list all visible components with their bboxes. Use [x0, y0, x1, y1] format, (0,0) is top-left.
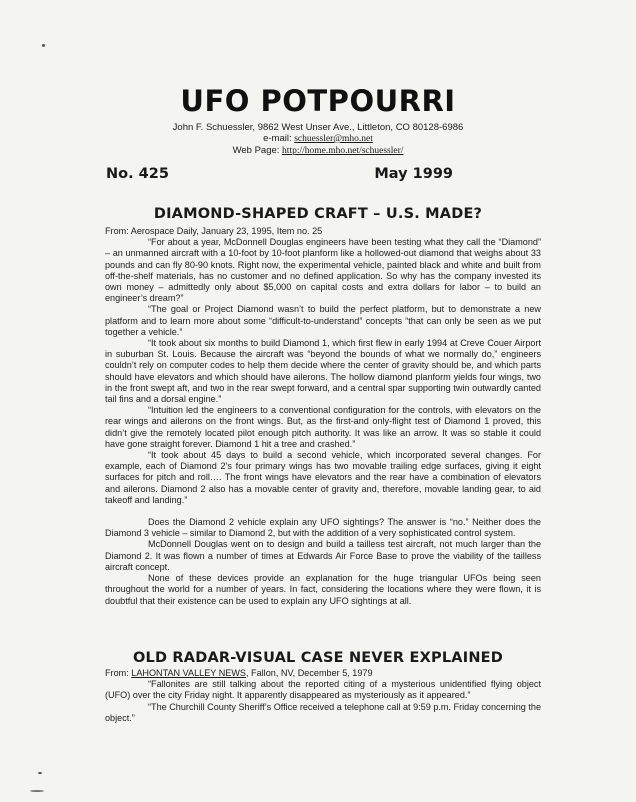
article1-paragraph: “For about a year, McDonnell Douglas engineers have been testing what they call the “Diamond” – an unmanned aircraft with a 10-foot by 10-foot planform like a hollowed-out diamond that weighs about 33 pounds and can fly 80-90 knots. Right now, the experimental vehicle, painted black and white and built from off-the-shelf materials, has no customer and no defined application. So why has the company invested its own money – admittedly only about $5,000 on capital costs and extra dollars for labor – to build an engineer’s dream?” [105, 237, 541, 304]
article2-body [105, 668, 541, 724]
issue-number: No. 425 [106, 166, 169, 182]
article1-paragraph: “Intuition led the engineers to a conventional configuration for the controls, with elevators on the rear wings and ailerons on the front wings. But, as the first-and only-flight test of Diamond 1 proved, this didn’t give the remotely located pilot enough pitch authority. It was like an arrow. It was so stable it could have gone straight forever. Diamond 1 hit a tree and crashed.” [105, 405, 541, 449]
article1-paragraph: McDonnell Douglas went on to design and build a tailless test aircraft, not much larger than the Diamond 2. It was flown a number of times at Edwards Air Force Base to prove the viability of the tailless aircraft concept. [105, 539, 541, 572]
article1-paragraph: None of these devices provide an explanation for the huge triangular UFOs being seen throughout the world for a number of years. In fact, considering the locations where they were flown, it is doubtful that their existence can be used to explain any UFO sightings at all. [105, 573, 541, 606]
issue-row [106, 166, 453, 182]
newsletter-title: UFO POTPOURRI [180, 84, 456, 118]
article1-paragraph: “It took about 45 days to build a second vehicle, which incorporated several changes. For example, each of Diamond 2’s four primary wings has two movable trailing edge surfaces, giving it eight surfaces for pitch and roll…. The front wings have elevators and the rear have a combination of elevators and ailerons. Diamond 2 also has a movable center of gravity and, therefore, movable landing gear, to aid takeoff and landing.” [105, 450, 541, 505]
article2-paragraph: “Fallonites are still talking about the reported citing of a mysterious unidentified flying object (UFO) over the city Friday night. It apparently disappeared as mysteriously as it appeared.” [105, 679, 541, 701]
article2-source-prefix: From: [105, 668, 132, 678]
web-line [0, 145, 636, 157]
article1-paragraph: “It took about six months to build Diamond 1, which first flew in early 1994 at Creve Couer Airport in suburban St. Louis. Because the aircraft was “beyond the bounds of what we normally do,” engineers couldn’t rely on computer codes to help them decide where the center of gravity should be, and which parts should have elevators and which should have ailerons. The hollow diamond planform yields four wings, two in the front swept aft, and two in the rear swept forward, and a central spar supporting twin outwardly canted tail fins and a dorsal engine.” [105, 338, 541, 405]
article2-headline: OLD RADAR-VISUAL CASE NEVER EXPLAINED [132, 650, 503, 666]
address-line: John F. Schuessler, 9862 West Unser Ave., Littleton, CO 80128-6986 [172, 122, 464, 133]
article2-source [105, 668, 541, 679]
article1-source: From: Aerospace Daily, January 23, 1995, Item no. 25 [105, 226, 323, 236]
web-label: Web Page: [232, 145, 280, 156]
scan-speck [42, 44, 45, 47]
article1-headline: DIAMOND-SHAPED CRAFT – U.S. MADE? [153, 206, 483, 222]
web-link[interactable]: http://home.mho.net/schuessler/ [282, 146, 404, 156]
article2-paragraph: “The Churchill County Sheriff’s Office received a telephone call at 9:59 p.m. Friday concerning the object.” [105, 701, 541, 723]
article2-source-suffix: , Fallon, NV, December 5, 1979 [246, 668, 373, 678]
email-label: e-mail: [263, 133, 292, 144]
email-line [0, 133, 636, 145]
article1-body [105, 226, 541, 607]
article1-paragraph: Does the Diamond 2 vehicle explain any UFO sightings? The answer is “no.” Neither does the Diamond 3 vehicle – similar to Diamond 2, but with the addition of a very sophisticated control system. [105, 517, 541, 539]
email-link[interactable]: schuessler@mho.net [294, 134, 373, 144]
scan-speck [30, 790, 44, 792]
article1-paragraph: “The goal or Project Diamond wasn’t to build the perfect platform, but to demonstrate a new platform and to learn more about some “difficult-to-understand” concepts “that can only be seen as we put together a vehicle.” [105, 304, 541, 337]
issue-date: May 1999 [374, 166, 453, 182]
article2-source-name: LAHONTAN VALLEY NEWS [131, 668, 246, 678]
masthead [0, 84, 636, 157]
scan-speck [38, 772, 42, 774]
